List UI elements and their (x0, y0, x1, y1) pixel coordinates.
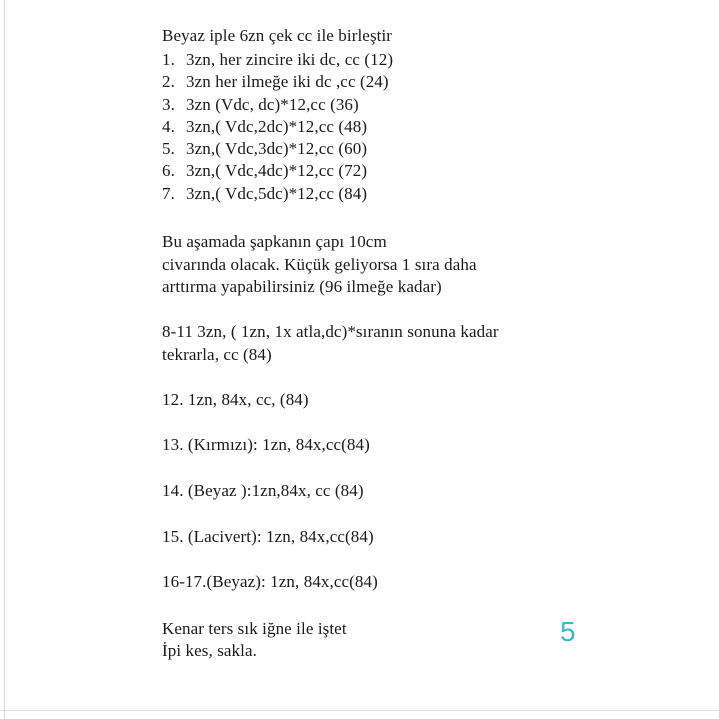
row-12: 12. 1zn, 84x, cc, (84) (162, 390, 309, 409)
step-text: 3zn,( Vdc,3dc)*12,cc (60) (186, 139, 368, 158)
step-5 (162, 139, 367, 159)
step-number: 5. (162, 139, 175, 158)
intro-line: Beyaz iple 6zn çek cc ile birleştir (162, 26, 393, 45)
row-15: 15. (Lacivert): 1zn, 84x,cc(84) (162, 527, 374, 546)
step-number: 3. (162, 95, 175, 114)
step-text: 3zn her ilmeğe iki dc ,cc (24) (186, 72, 389, 91)
note-line-3: arttırma yapabilirsiniz (96 ilmeğe kadar) (162, 277, 442, 296)
step-text: 3zn,( Vdc,4dc)*12,cc (72) (186, 161, 368, 180)
row-16-17: 16-17.(Beyaz): 1zn, 84x,cc(84) (162, 572, 378, 591)
step-4 (162, 117, 367, 137)
note-line-2: civarında olacak. Küçük geliyorsa 1 sıra daha (162, 255, 477, 274)
step-3 (162, 95, 359, 115)
step-1 (162, 50, 393, 70)
step-text: 3zn (Vdc, dc)*12,cc (36) (186, 95, 359, 114)
ending-line-1: Kenar ters sık iğne ile iştet (162, 619, 347, 638)
step-text: 3zn,( Vdc,5dc)*12,cc (84) (186, 184, 368, 203)
step-7 (162, 184, 367, 204)
step-text: 3zn,( Vdc,2dc)*12,cc (48) (186, 117, 368, 136)
rows-8-11-line-1: 8-11 3zn, ( 1zn, 1x atla,dc)*sıranın sonuna kadar (162, 322, 499, 341)
step-number: 6. (162, 161, 175, 180)
step-number: 7. (162, 184, 175, 203)
step-number: 4. (162, 117, 175, 136)
page-number: 5 (560, 616, 576, 647)
rows-8-11-line-2: tekrarla, cc (84) (162, 345, 272, 364)
ending-line-2: İpi kes, sakla. (162, 641, 257, 660)
step-6 (162, 161, 367, 181)
row-14: 14. (Beyaz ):1zn,84x, cc (84) (162, 481, 364, 500)
step-number: 1. (162, 50, 175, 69)
step-number: 2. (162, 72, 175, 91)
step-2 (162, 72, 389, 92)
row-13: 13. (Kırmızı): 1zn, 84x,cc(84) (162, 435, 370, 454)
note-line-1: Bu aşamada şapkanın çapı 10cm (162, 232, 387, 251)
step-text: 3zn, her zincire iki dc, cc (12) (186, 50, 394, 69)
